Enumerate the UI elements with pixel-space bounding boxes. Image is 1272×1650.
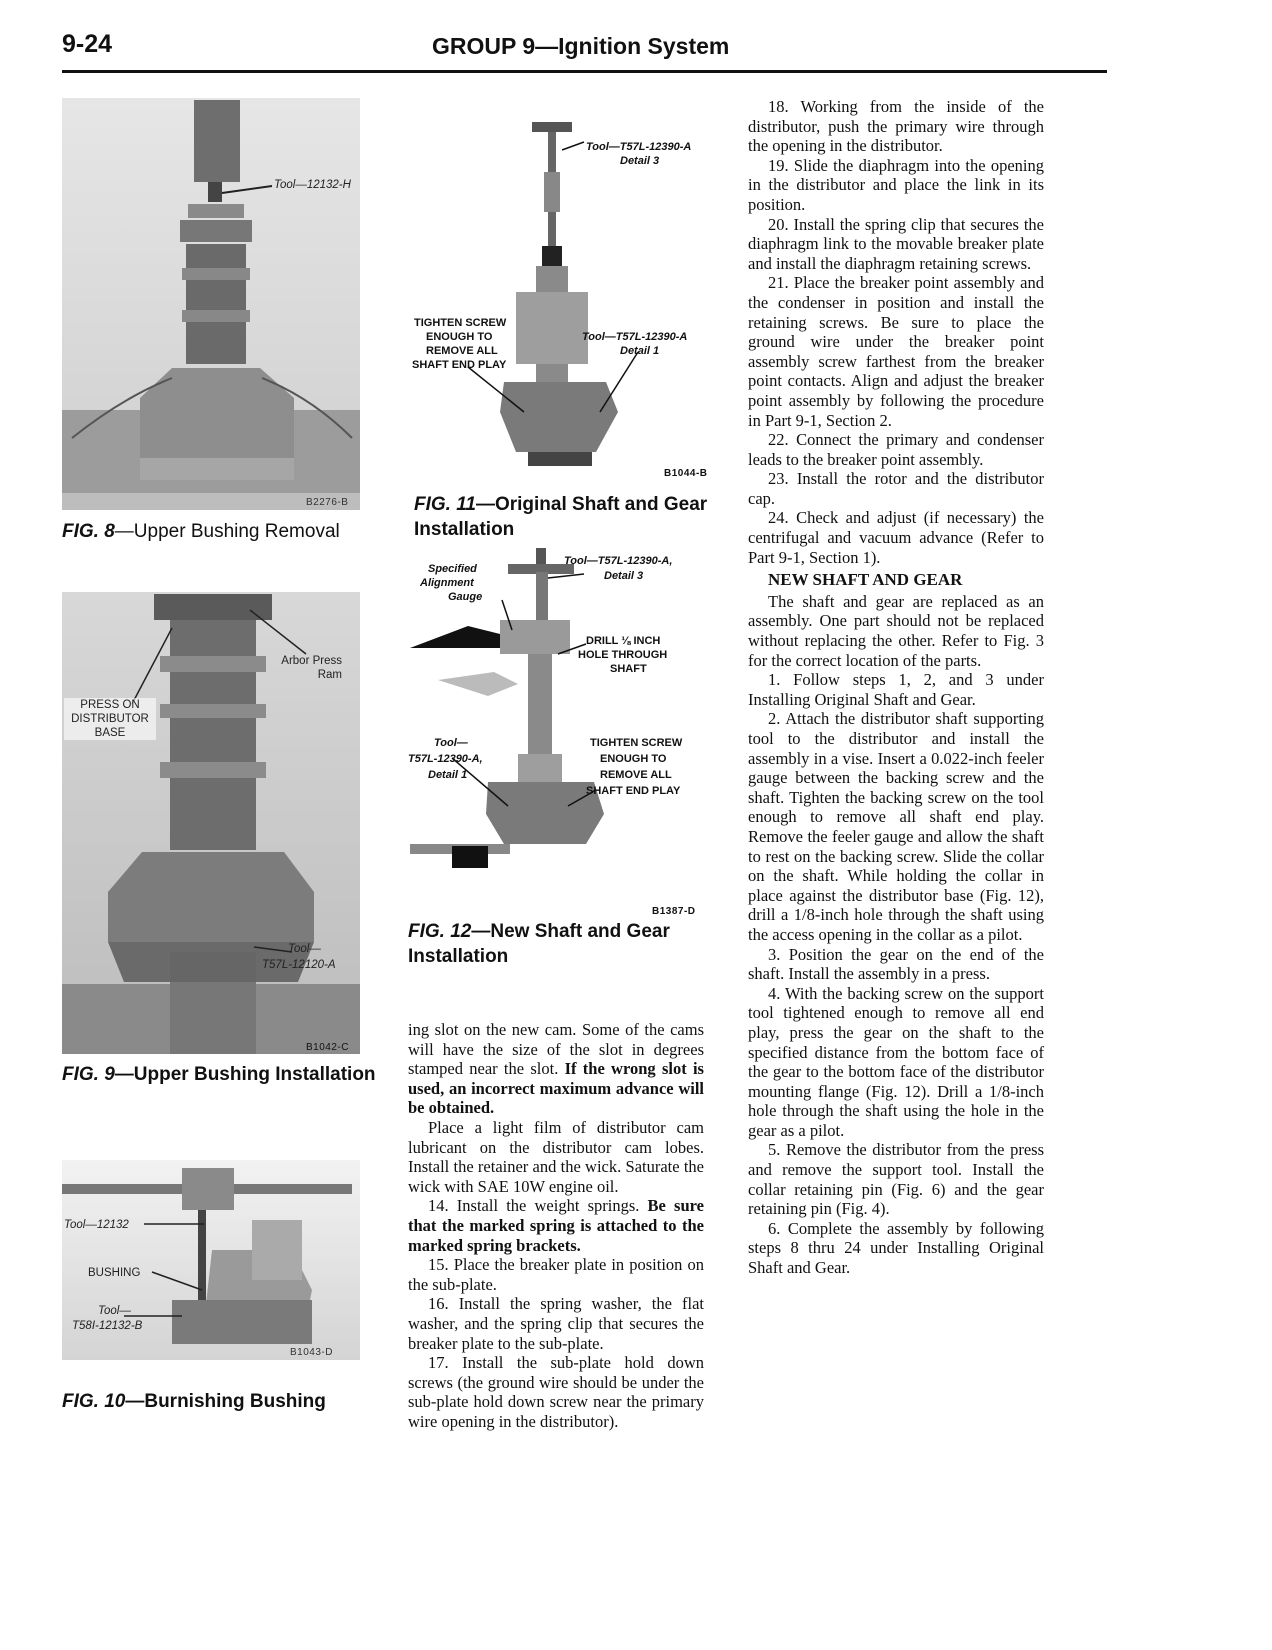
new-step-1: 1. Follow steps 1, 2, and 3 under Installing Original Shaft and Gear. xyxy=(748,670,1044,709)
fig12-tighten-2: ENOUGH TO xyxy=(600,753,667,765)
fig11-code: B1044-B xyxy=(664,468,708,479)
fig12-drill-2: HOLE THROUGH xyxy=(578,649,668,661)
fig12-specified-2: Alignment xyxy=(420,577,474,589)
fig9-tool-label-2: T57L-12120-A xyxy=(262,959,336,971)
fig12-caption-text: —New Shaft and Gear Installation xyxy=(408,921,670,967)
fig12-tighten-3: REMOVE ALL xyxy=(600,769,672,781)
fig12-specified-3: Gauge xyxy=(448,591,483,603)
fig8-code: B2276-B xyxy=(306,497,349,508)
fig8-illustration xyxy=(62,98,360,510)
mid-paragraph-6: 17. Install the sub-plate hold down screws (the ground wire should be under the sub-plate hold down screw near the primary wire opening in the distributor). xyxy=(408,1353,704,1431)
fig11-caption-text: —Original Shaft and Gear Installation xyxy=(414,494,708,540)
mid-paragraph-4: 15. Place the breaker plate in position on the sub-plate. xyxy=(408,1255,704,1294)
fig11-caption-number: FIG. 11 xyxy=(414,494,476,515)
fig11-tool-side-2: Detail 1 xyxy=(620,345,660,357)
fig11-tighten-1: TIGHTEN SCREW xyxy=(414,317,507,329)
fig12-caption-number: FIG. 12 xyxy=(408,921,472,942)
mid-paragraph-2: Place a light film of distributor cam lubricant on the distributor cam lobes. Install the retainer and the wick. Saturate the wick with SAE 10W engine oil. xyxy=(408,1117,704,1196)
header-rule xyxy=(62,70,1107,73)
section-heading: NEW SHAFT AND GEAR xyxy=(768,570,963,590)
fig11-tool-top-1: Tool—T57L-12390-A xyxy=(586,141,692,153)
fig11-tool-top-2: Detail 3 xyxy=(620,155,660,167)
new-step-2: 2. Attach the distributor shaft supporting tool to the distributor and install the assembly in a vise. Insert a 0.022-inch feeler gauge between the backing screw and the shaft. Tighten the backing screw on the tool enough to remove all shaft end play. Remove the feeler gauge and allow the shaft to rest on the backing screw. Slide the collar on the shaft. While holding the collar in place against the distributor base (Fig. 12), drill a 1/8-inch hole through the shaft using the access opening in the collar as a pilot. xyxy=(748,709,1044,944)
page-number: 9-24 xyxy=(62,30,113,58)
right-column xyxy=(748,97,1044,1278)
fig8-tool-label: Tool—12132-H xyxy=(274,179,351,191)
new-step-4: 4. With the backing screw on the support tool tightened enough to remove all end play, press the gear on the shaft to the specified distance from the bottom face of the gear to the bottom face of the distributor mounting flange (Fig. 12). Drill a 1/8-inch hole through the shaft using the hole in the gear as a pilot. xyxy=(748,983,1044,1140)
fig8-caption-number: FIG. 8 xyxy=(62,521,115,542)
fig12-tool-left-1: Tool— xyxy=(434,737,468,749)
fig10-tool-label: Tool—12132 xyxy=(64,1219,129,1231)
fig9-tool-label-1: Tool— xyxy=(288,943,321,955)
fig12-code: B1387-D xyxy=(652,906,696,917)
fig9-photo xyxy=(62,592,360,1054)
fig8-caption xyxy=(62,519,340,544)
fig10-tool2-label-2: T58I-12132-B xyxy=(72,1320,143,1332)
fig10-caption-number: FIG. 10 xyxy=(62,1391,126,1412)
mid-p3-text: 14. Install the weight springs. xyxy=(428,1196,640,1216)
mid-paragraph-3 xyxy=(408,1196,704,1255)
fig11-tighten-2: ENOUGH TO xyxy=(426,331,493,343)
step-22: 22. Connect the primary and condenser leads to the breaker point assembly. xyxy=(748,430,1044,469)
fig11-figure xyxy=(408,112,726,484)
step-21: 21. Place the breaker point assembly and the condenser in position and install the retaining screws. Be sure to place the ground wire under the breaker point assembly screw farthest from the breaker point contacts. Align and adjust the breaker point assembly by following the procedure in Part 9-1, Section 2. xyxy=(748,273,1044,430)
fig12-tool-left-3: Detail 1 xyxy=(428,769,468,781)
new-step-6: 6. Complete the assembly by following steps 8 thru 24 under Installing Original Shaft and Gear. xyxy=(748,1218,1044,1278)
fig10-tool2-label-1: Tool— xyxy=(98,1305,131,1317)
fig9-caption xyxy=(62,1062,376,1087)
fig9-arbor-label: Arbor Press Ram xyxy=(281,655,342,681)
fig11-illustration xyxy=(408,112,726,484)
fig12-tighten-4: SHAFT END PLAY xyxy=(586,785,681,797)
fig8-caption-text: —Upper Bushing Removal xyxy=(114,521,340,542)
fig9-press-label: PRESS ON DISTRIBUTOR BASE xyxy=(64,698,156,740)
fig9-caption-text: —Upper Bushing Installation xyxy=(114,1064,376,1085)
step-20: 20. Install the spring clip that secures the diaphragm link to the movable breaker plate and install the diaphragm retaining screws. xyxy=(748,214,1044,273)
fig10-caption-text: —Burnishing Bushing xyxy=(125,1391,326,1412)
step-23: 23. Install the rotor and the distributor cap. xyxy=(748,469,1044,508)
fig11-caption xyxy=(414,492,724,542)
fig11-tighten-4: SHAFT END PLAY xyxy=(412,359,507,371)
new-step-5: 5. Remove the distributor from the press and remove the support tool. Install the collar retaining pin (Fig. 6) and the gear retaining pin (Fig. 4). xyxy=(748,1140,1044,1219)
fig8-photo xyxy=(62,98,360,510)
fig12-specified-1: Specified xyxy=(428,563,477,575)
fig10-caption xyxy=(62,1389,326,1414)
fig12-tighten-1: TIGHTEN SCREW xyxy=(590,737,683,749)
step-24: 24. Check and adjust (if necessary) the centrifugal and vacuum advance (Refer to Part 9-1, Section 1). xyxy=(748,508,1044,567)
fig12-tool-left-2: T57L-12390-A, xyxy=(408,753,483,765)
mid-paragraph-1 xyxy=(408,1020,704,1118)
fig12-figure xyxy=(408,544,726,916)
step-18: 18. Working from the inside of the distributor, push the primary wire through the opening in the distributor. xyxy=(748,97,1044,156)
fig12-tool-top-1: Tool—T57L-12390-A, xyxy=(564,555,673,567)
fig10-photo xyxy=(62,1160,360,1360)
fig10-bushing-label: BUSHING xyxy=(88,1267,141,1279)
fig12-drill-3: SHAFT xyxy=(610,663,647,675)
fig12-drill-1: DRILL ⅛ INCH xyxy=(586,635,661,647)
section-intro: The shaft and gear are replaced as an assembly. One part should not be replaced without replacing the other. Refer to Fig. 3 for the correct location of the parts. xyxy=(748,591,1044,670)
page-title: GROUP 9—Ignition System xyxy=(432,33,730,59)
fig9-caption-number: FIG. 9 xyxy=(62,1064,115,1085)
fig12-tool-top-2: Detail 3 xyxy=(604,570,644,582)
mid-p1-text: ing slot on the new cam. Some of the cams will have the size of the slot in degrees stamped near the slot. xyxy=(408,1020,704,1079)
fig10-code: B1043-D xyxy=(290,1347,333,1358)
fig12-caption xyxy=(408,919,718,969)
mid-p1-bold: If the wrong slot is used, an incorrect maximum advance will be obtained. xyxy=(408,1059,704,1118)
fig11-tool-side-1: Tool—T57L-12390-A xyxy=(582,331,688,343)
mid-p3-bold: Be sure that the marked spring is attached to the marked spring brackets. xyxy=(408,1196,704,1255)
mid-paragraph-5: 16. Install the spring washer, the flat washer, and the spring clip that secures the breaker plate to the sub-plate. xyxy=(408,1294,704,1353)
fig9-code: B1042-C xyxy=(306,1042,349,1053)
new-step-3: 3. Position the gear on the end of the shaft. Install the assembly in a press. xyxy=(748,944,1044,984)
fig11-tighten-3: REMOVE ALL xyxy=(426,345,498,357)
middle-column xyxy=(408,1020,704,1431)
step-19: 19. Slide the diaphragm into the opening in the distributor and place the link in its position. xyxy=(748,155,1044,214)
